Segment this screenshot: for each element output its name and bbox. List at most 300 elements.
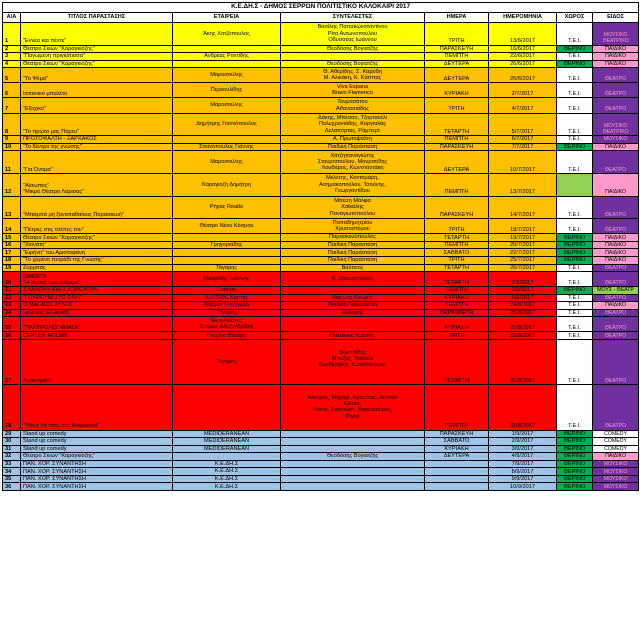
cell-kind-line: ΠΑΙΔΙΚΟ	[605, 242, 626, 249]
cell-date	[489, 68, 557, 83]
cell-company	[173, 339, 281, 384]
cell-index-line: 5	[5, 76, 9, 83]
cell-venue-line: Τ.Ε.Ι.	[568, 136, 581, 143]
cell-credits-line: Οδυσσέας Ιωάννου	[328, 36, 377, 43]
cell-company-line: ΔΗΠΕΘΕ Κρήτης	[204, 294, 249, 301]
table-row	[3, 339, 639, 384]
cell-index-line: 11	[5, 166, 11, 173]
cell-title	[21, 136, 173, 144]
cell-venue	[557, 173, 593, 196]
table-row	[3, 98, 639, 113]
cell-index-line: 28	[5, 423, 12, 430]
caption-row	[3, 3, 639, 13]
cell-venue-line: Τ.Ε.Ι.	[568, 264, 581, 271]
cell-index-line: 25	[5, 325, 12, 332]
cell-company	[173, 272, 281, 287]
cell-venue	[557, 249, 593, 257]
cell-venue	[557, 475, 593, 483]
cell-kind-line: ΘΕΑΤΡΟ	[604, 106, 627, 113]
table-row	[3, 475, 639, 483]
cell-title	[21, 53, 173, 61]
cell-title-line: CERLOK HOLMS	[23, 332, 68, 339]
table-row	[3, 113, 639, 136]
cell-title-line: "Εξοχικό"	[23, 106, 47, 113]
cell-date-line: 26/7/2017	[510, 264, 535, 271]
cell-venue-line: ΘΕΡΙΝΟ	[563, 242, 586, 249]
cell-index-line: 22	[5, 294, 12, 301]
cell-index-line: 19	[5, 264, 12, 271]
cell-day	[425, 264, 489, 272]
cell-credits-line: Παιδική Παράσταση	[327, 302, 378, 309]
cell-title	[21, 468, 173, 476]
cell-date-line: 25/8/2017	[510, 310, 535, 317]
cell-venue-line: Τ.Ε.Ι.	[568, 294, 581, 301]
cell-index-line: 8	[5, 128, 9, 135]
cell-day-line: ΤΕΤΑΡΤΗ	[443, 234, 470, 241]
cell-day	[425, 272, 489, 287]
cell-venue	[557, 68, 593, 83]
cell-index	[3, 475, 21, 483]
cell-index-line: 14	[5, 227, 12, 234]
cell-kind	[593, 453, 639, 461]
cell-index-line: 33	[5, 461, 12, 467]
cell-credits-line: Παιδική Παράσταση	[327, 241, 378, 248]
cell-day	[425, 309, 489, 317]
cell-venue	[557, 23, 593, 46]
cell-date-line: 30/8/2017	[510, 377, 535, 384]
cell-company	[173, 143, 281, 151]
cell-venue-line: ΘΕΡΙΝΟ	[563, 476, 586, 483]
schedule-body	[3, 3, 639, 491]
cell-credits	[281, 151, 425, 174]
cell-date	[489, 234, 557, 242]
header-day: ΗΜΕΡΑ	[425, 13, 489, 23]
cell-index-line: 34	[5, 468, 12, 475]
cell-title-line: "ΓΟΥΡΟΥΝΙ ΣΤΟ ΣΑΚΙ"	[23, 294, 82, 301]
cell-date	[489, 219, 557, 234]
cell-day	[425, 453, 489, 461]
cell-company-line: Θέατρο Νέου Κόσμου	[199, 223, 254, 230]
cell-day-line: ΤΕΤΑΡΤΗ	[443, 377, 470, 384]
cell-credits-line: Παιδική Παράσταση	[327, 249, 378, 256]
cell-venue-line: Τ.Ε.Ι.	[568, 302, 581, 309]
cell-credits-line: Viva Espana	[336, 84, 369, 91]
cell-kind-line: ΜΟΥΣΙΚΟ	[603, 468, 628, 475]
cell-kind	[593, 302, 639, 310]
cell-date-line: 2/8/2017	[511, 279, 534, 286]
cell-company	[173, 385, 281, 430]
cell-kind-line: ΠΑΙΔΙΚΟ	[605, 144, 626, 150]
cell-credits-line: Θεοδόσης Βογιατζής	[326, 453, 379, 460]
table-row	[3, 302, 639, 310]
cell-date-line: 13/7/2017	[510, 189, 535, 196]
cell-kind	[593, 241, 639, 249]
cell-kind	[593, 339, 639, 384]
cell-venue-line: Τ.Ε.Ι.	[568, 325, 581, 332]
cell-credits-line: Θεοδόσης Βογιατζής	[326, 45, 379, 52]
cell-title	[21, 460, 173, 468]
cell-day-line: ΔΕΥΤΕΡΑ	[443, 76, 470, 83]
cell-company-line: MEDIDERANEAN	[203, 438, 250, 445]
cell-credits	[281, 317, 425, 332]
schedule-table	[2, 2, 639, 491]
cell-date	[489, 143, 557, 151]
cell-date	[489, 460, 557, 468]
cell-title-line: "Ειρήνη" του Αριστοφάνη	[23, 249, 85, 256]
cell-title-line: Θέατρο Σκιών "Καραγκιόζης"	[23, 60, 95, 67]
cell-venue-line: ΘΕΡΙΝΟ	[563, 45, 586, 52]
cell-date	[489, 294, 557, 302]
header-row	[3, 13, 639, 23]
cell-company-line: Τάγαρης	[215, 309, 238, 316]
cell-date	[489, 302, 557, 310]
cell-company	[173, 136, 281, 144]
table-row	[3, 173, 639, 196]
cell-title-line: Ο ΜΑΓΙΚΟΣ ΑΥΛΟΣ	[23, 302, 73, 309]
cell-date	[489, 256, 557, 264]
cell-index-line: 17	[5, 249, 12, 256]
cell-day-line: ΠΑΡΑΣΚΕΥΗ	[439, 211, 474, 218]
cell-day-line: ΤΡΙΤΗ	[448, 38, 465, 45]
cell-day-line: ΚΥΡΙΑΚΗ	[444, 445, 469, 452]
cell-venue-line: ΘΕΡΙΝΟ	[563, 430, 586, 437]
table-row	[3, 453, 639, 461]
cell-index-line: 27	[5, 377, 12, 384]
cell-kind	[593, 317, 639, 332]
table-row	[3, 317, 639, 332]
cell-kind	[593, 332, 639, 340]
cell-kind	[593, 445, 639, 453]
cell-credits-line: Πολυχρονιάδης, Κοργιαλάς	[318, 121, 387, 128]
table-row	[3, 151, 639, 174]
cell-venue-line: ΘΕΡΙΝΟ	[563, 60, 586, 67]
cell-venue	[557, 453, 593, 461]
cell-company	[173, 196, 281, 219]
cell-venue	[557, 264, 593, 272]
cell-index-line: 4	[5, 60, 9, 67]
cell-credits-line: Σταυροπούλου, Μουρατίδης	[317, 158, 388, 165]
table-row	[3, 45, 639, 53]
cell-day-line: ΤΕΤΑΡΤΗ	[443, 264, 470, 271]
cell-date-line: 5/7/2017	[511, 128, 534, 135]
cell-date-line: 19/7/2017	[510, 234, 535, 241]
cell-title-line: "Το δέντρο της γνώσης"	[23, 144, 82, 150]
cell-title	[21, 68, 173, 83]
cell-venue	[557, 113, 593, 136]
cell-date-line: 6/8/2017	[511, 294, 534, 301]
cell-company-line: Σπύρος Αλεξανδρίδης	[199, 324, 254, 331]
cell-credits-line: Φιλιππίδης	[338, 349, 367, 356]
cell-title-line: ΠΑΝ. ΧΟΡ. ΣΥΝΑΝΤΗΣΗ	[23, 461, 87, 467]
cell-day	[425, 113, 489, 136]
cell-credits-line: Παναγιωτοπούλου	[329, 210, 376, 217]
cell-venue-line: Τ.Ε.Ι.	[568, 91, 581, 98]
cell-venue	[557, 460, 593, 468]
cell-title-line: "Μάνα θα πάω στο Hollywood"	[23, 423, 100, 430]
cell-venue-line: Τ.Ε.Ι.	[568, 38, 581, 45]
cell-venue	[557, 438, 593, 446]
cell-kind-line: COMEDY	[604, 430, 627, 437]
cell-title	[21, 339, 173, 384]
cell-day-line: ΤΕΤΑΡΤΗ	[443, 279, 470, 286]
cell-title-line: "Μπαμπά μη ξαναπαθαίνεις Παρασκευή"	[23, 211, 124, 218]
cell-venue	[557, 309, 593, 317]
cell-day	[425, 151, 489, 174]
cell-day-line: ΤΡΙΤΗ	[448, 227, 465, 234]
cell-index	[3, 98, 21, 113]
cell-company	[173, 309, 281, 317]
cell-venue-line: Τ.Ε.Ι.	[568, 76, 581, 83]
cell-kind	[593, 483, 639, 491]
cell-title	[21, 475, 173, 483]
cell-company	[173, 445, 281, 453]
cell-day-line: ΚΥΡΙΑΚΗ	[444, 294, 469, 301]
cell-day	[425, 143, 489, 151]
cell-company	[173, 241, 281, 249]
cell-credits	[281, 475, 425, 483]
cell-kind-line: ΘΕΑΤΡΟ	[604, 227, 627, 234]
cell-title	[21, 98, 173, 113]
cell-kind	[593, 173, 639, 196]
cell-credits-line: Μπέση Μάλφα	[334, 197, 371, 204]
cell-credits-line: Λύκος, Σουλιώτη, Φαρεντούρος,	[312, 407, 393, 414]
cell-title-line: Λυσιστράτη	[23, 377, 52, 384]
cell-title-line: "Μικρό Θέατρο Λάρισας"	[23, 189, 85, 196]
cell-title	[21, 445, 173, 453]
cell-index-line: 29	[5, 430, 12, 437]
cell-venue-line: Τ.Ε.Ι.	[568, 106, 581, 113]
table-row	[3, 249, 639, 257]
cell-date-line: 3/9/2017	[511, 445, 534, 452]
table-row	[3, 256, 639, 264]
cell-date-line: 8/9/2017	[511, 468, 534, 475]
cell-kind-line: ΘΕΑΤΡΟ	[604, 423, 627, 430]
cell-company	[173, 294, 281, 302]
cell-company	[173, 249, 281, 257]
cell-date	[489, 445, 557, 453]
cell-credits	[281, 430, 425, 438]
cell-company-line: Δημήτρης Γιαννόπουλος	[196, 121, 257, 128]
cell-title-line: ΠΑΝ. ΧΟΡ. ΣΥΝΑΝΤΗΣΗ	[23, 468, 87, 475]
cell-company-line: Τάγαρης	[215, 264, 238, 271]
cell-kind-line: ΠΑΙΔΙΚΟ	[605, 60, 626, 67]
cell-venue-line: Τ.Ε.Ι.	[568, 279, 581, 286]
cell-index	[3, 302, 21, 310]
cell-index-line: 36	[5, 483, 12, 490]
cell-credits-line: Kaluta,	[343, 401, 362, 408]
cell-index-line: 3	[5, 53, 9, 60]
cell-kind-line: ΘΕΑΤΡΟ	[604, 91, 627, 98]
cell-index	[3, 241, 21, 249]
cell-venue-line: ΘΕΡΙΝΟ	[563, 461, 586, 467]
cell-credits-line: Χρυσοστόμου	[335, 226, 370, 233]
cell-index	[3, 143, 21, 151]
cell-day-line: ΠΕΜΠΤΗ	[444, 53, 469, 60]
cell-credits	[281, 385, 425, 430]
cell-credits	[281, 468, 425, 476]
cell-date-line: 10/7/2017	[510, 166, 535, 173]
cell-title-line: "Αίσωπος"	[23, 182, 50, 189]
cell-index	[3, 445, 21, 453]
cell-day-line: ΚΥΡΙΑΚΗ	[444, 91, 469, 98]
cell-title	[21, 23, 173, 46]
cell-title-line: "Πέτρες στις τσέπες του"	[23, 227, 84, 234]
cell-venue	[557, 445, 593, 453]
table-row	[3, 332, 639, 340]
cell-company-line: Κ.Ε.ΔΗ.Σ	[214, 460, 239, 467]
cell-index-line: 21	[5, 287, 12, 294]
cell-kind-line: ΠΑΙΔΙΚΟ	[605, 257, 626, 264]
cell-title-line: "Το πρώτο μας Πάρτυ"	[23, 128, 79, 135]
cell-day-line: ΠΕΜΠΤΗ	[444, 242, 469, 249]
cell-index	[3, 45, 21, 53]
cell-company-line: MEDIDERANEAN	[203, 445, 250, 452]
cell-company	[173, 45, 281, 53]
cell-venue	[557, 332, 593, 340]
cell-credits-line: Αθανασιάδης	[336, 105, 369, 112]
cell-day	[425, 234, 489, 242]
cell-kind-line: ΜΟΥΣΙΚΟ	[603, 122, 628, 129]
cell-credits	[281, 287, 425, 295]
cell-company-line: Κ.Ε.ΔΗ.Σ	[214, 483, 239, 490]
sheet-caption: Κ.Ε.ΔΗ.Σ - ΔΗΜΟΣ ΣΕΡΡΩΝ ΠΟΛΙΤΙΣΤΙΚΟ ΚΑΛΟΚΑΙΡΙ 2017	[3, 3, 639, 13]
cell-venue	[557, 60, 593, 68]
cell-title	[21, 264, 173, 272]
cell-index-line: 32	[5, 453, 12, 460]
cell-day-line: ΠΑΡΑΣΚΕΥΗ	[439, 45, 474, 52]
cell-day	[425, 475, 489, 483]
cell-index	[3, 136, 21, 144]
cell-company	[173, 475, 281, 483]
cell-day	[425, 219, 489, 234]
cell-kind-line: ΠΑΙΔΙΚΟ	[605, 302, 626, 309]
cell-date-line: 9/9/2017	[511, 476, 534, 483]
cell-index	[3, 385, 21, 430]
cell-venue-line: ΘΕΡΙΝΟ	[563, 287, 586, 294]
cell-date	[489, 317, 557, 332]
cell-kind	[593, 60, 639, 68]
cell-day-line: ΠΑΡΑΣΚΕΥΗ	[439, 430, 474, 437]
cell-date	[489, 309, 557, 317]
cell-kind-line: ΘΕΑΤΡΟ	[604, 264, 627, 271]
cell-title-line: Stand up comedy	[23, 438, 67, 445]
cell-kind-line: ΘΕΑΤΡΟ	[604, 310, 627, 317]
cell-index	[3, 53, 21, 61]
cell-company-line: Μαροσούλης	[210, 102, 243, 109]
cell-credits	[281, 60, 425, 68]
table-row	[3, 136, 639, 144]
cell-company-line: Κάρμεν Ρουγγέρη	[204, 302, 249, 309]
cell-credits-line: Μ. Αλικάκη, Κ. Κάππας	[323, 75, 382, 82]
cell-title	[21, 249, 173, 257]
cell-index-line: 7	[5, 106, 9, 113]
cell-credits	[281, 445, 425, 453]
cell-venue	[557, 45, 593, 53]
cell-credits	[281, 438, 425, 446]
cell-venue-line: Τ.Ε.Ι.	[568, 166, 581, 173]
cell-index-line: 12	[5, 189, 12, 196]
table-row	[3, 272, 639, 287]
cell-title-line: Θέατρο Σκιών "Καραγκιόζης"	[23, 453, 95, 460]
cell-day	[425, 317, 489, 332]
cell-kind-line: ΘΕΑΤΡΟ	[604, 377, 627, 384]
header-date: ΗΜΕΡΟΜΗΝΙΑ	[489, 13, 557, 23]
cell-day	[425, 83, 489, 98]
cell-kind	[593, 143, 639, 151]
cell-credits-line: Γεωργαντίδου	[335, 187, 370, 194]
cell-credits-line: Μπέζος, Τσάλιου	[331, 355, 374, 362]
cell-index	[3, 113, 21, 136]
cell-date-line: 26/6/2017	[510, 60, 535, 67]
cell-company-line: Σπανόπουλος Γιάννης	[199, 143, 254, 150]
cell-credits-line: Μελέτης, Κοντομάρη,	[326, 175, 379, 182]
cell-company-line: "Εκπνοδότες"	[209, 318, 244, 325]
cell-index	[3, 264, 21, 272]
cell-kind	[593, 136, 639, 144]
cell-index	[3, 287, 21, 295]
cell-credits	[281, 45, 425, 53]
cell-title-line: Ισπανικό μπαλέτο	[23, 91, 68, 98]
cell-credits-line: Χαϊκάλης	[341, 204, 364, 211]
cell-day	[425, 385, 489, 430]
cell-date	[489, 151, 557, 174]
cell-credits	[281, 264, 425, 272]
cell-kind	[593, 468, 639, 476]
cell-credits	[281, 23, 425, 46]
cell-day	[425, 256, 489, 264]
cell-date-line: 24/8/2017	[510, 302, 535, 309]
cell-title	[21, 173, 173, 196]
cell-company-line: Μαροσούλης	[210, 72, 243, 79]
cell-company-line: Coronet	[216, 287, 237, 294]
cell-day-line: ΤΡΙΤΗ	[448, 106, 465, 113]
cell-venue	[557, 339, 593, 384]
table-row	[3, 385, 639, 430]
cell-day-line: ΠΕΜΠΤΗ	[444, 423, 469, 430]
cell-kind-line: COMEDY	[604, 438, 627, 445]
cell-company	[173, 430, 281, 438]
cell-kind	[593, 113, 639, 136]
cell-company-line: Κ.Ε.ΔΗ.Σ	[214, 468, 239, 475]
cell-credits	[281, 143, 425, 151]
cell-company-line: Ανδρέας Ροντίδης	[204, 53, 249, 60]
cell-company	[173, 287, 281, 295]
cell-title-line: ΠΡΩΤΟΨΑΛΤΗ - ΞΑΡΧΑΚΟΣ	[23, 136, 97, 143]
cell-day-line: ΠΕΜΠΤΗ	[444, 136, 469, 143]
cell-company	[173, 219, 281, 234]
cell-venue-line: Τ.Ε.Ι.	[568, 227, 581, 234]
cell-date-line: 7/9/2017	[511, 461, 534, 467]
cell-credits	[281, 136, 425, 144]
table-row	[3, 83, 639, 98]
cell-day	[425, 287, 489, 295]
header-title: ΤΙΤΛΟΣ ΠΑΡΑΣΤΑΣΗΣ	[21, 13, 173, 23]
cell-venue	[557, 256, 593, 264]
cell-day	[425, 302, 489, 310]
cell-day-line: ΤΡΙΤΗ	[448, 332, 465, 339]
cell-title	[21, 196, 173, 219]
cell-credits-line: Βλαδίμηρος, Κωνσταντίνος	[319, 362, 386, 369]
cell-credits	[281, 483, 425, 491]
table-row	[3, 234, 639, 242]
cell-credits-line: Χειλάκης	[341, 309, 364, 316]
cell-date-line: 25/7/2017	[510, 257, 535, 264]
cell-venue-line: ΘΕΡΙΝΟ	[563, 249, 586, 256]
cell-credits-line: Βασίλης Παπακωνσταντίνου	[317, 24, 388, 31]
header-credits: ΣΥΝΤΕΛΕΣΤΕΣ	[281, 13, 425, 23]
cell-credits	[281, 173, 425, 196]
cell-venue	[557, 385, 593, 430]
